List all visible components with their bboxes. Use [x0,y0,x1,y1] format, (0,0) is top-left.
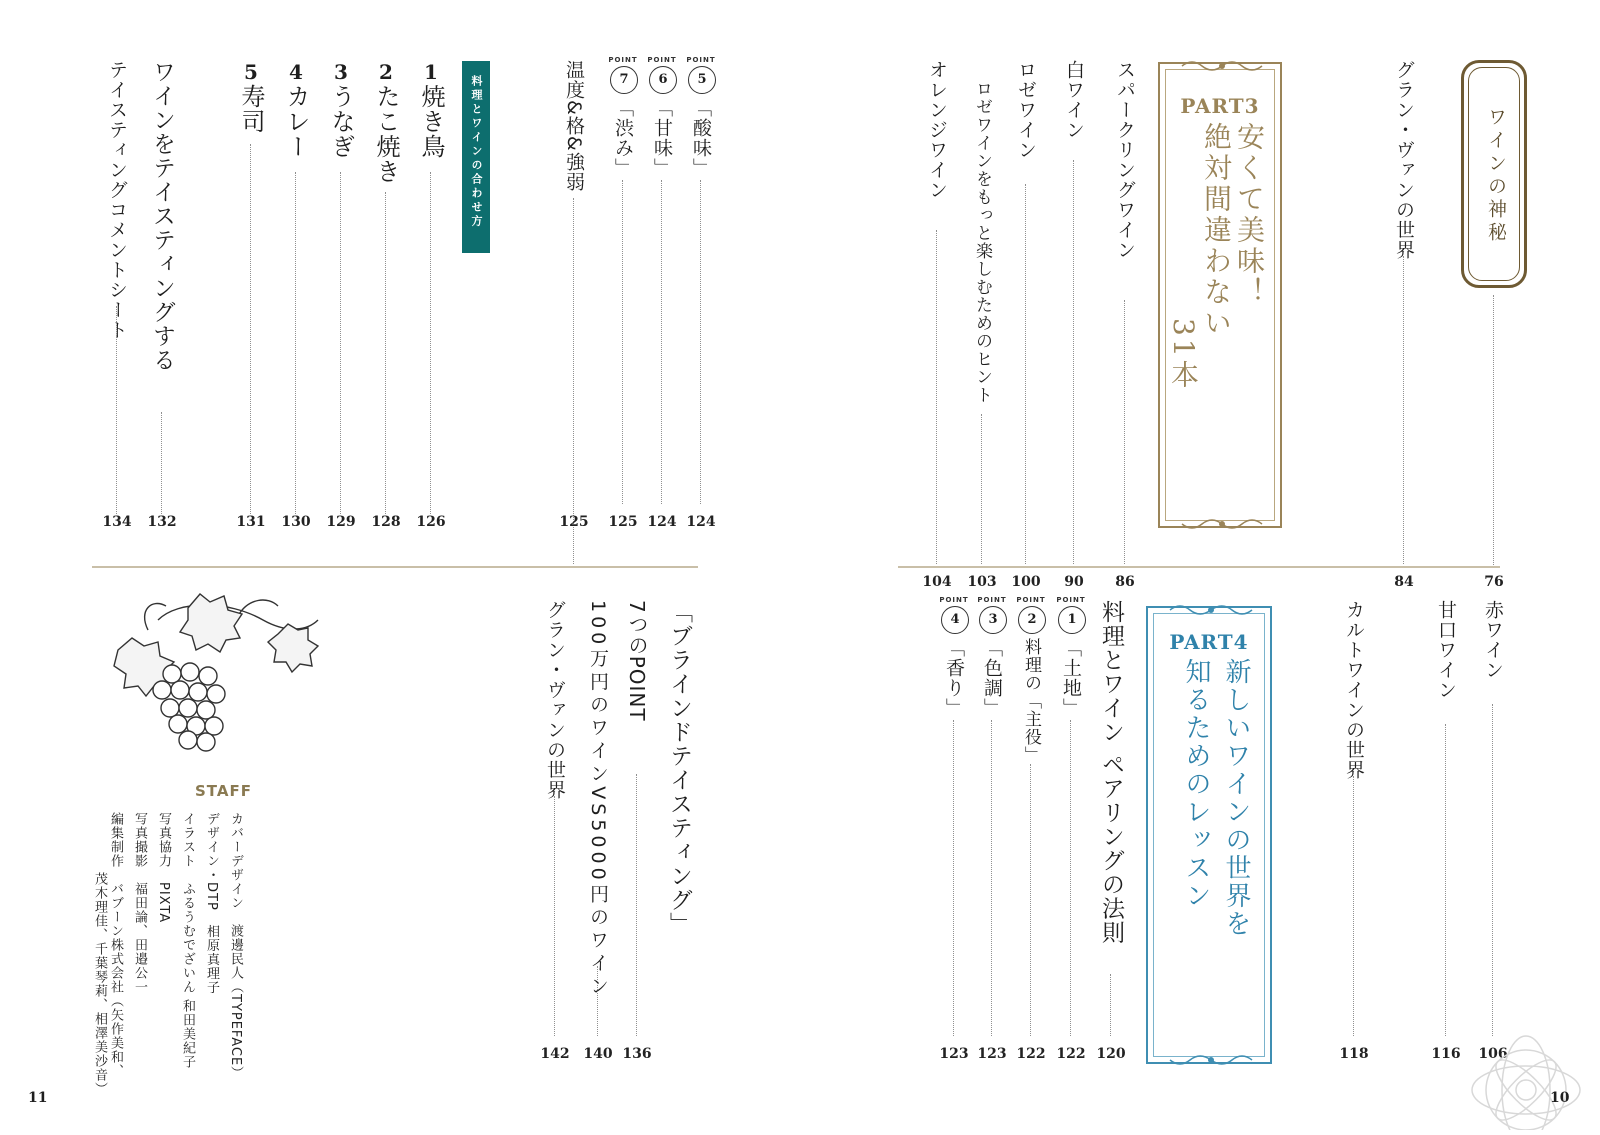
entry-label: ロゼワインをもっと楽しむためのヒント [972,80,992,404]
part4-title-line-1: 新しいワインの世界を [1221,658,1251,938]
part4-box[interactable] [1146,606,1272,1064]
page-number: 128 [371,514,401,530]
entry-label: グラン・ヴァンの世界 [1393,60,1415,260]
leader-dots [597,966,598,1036]
entry-label: ワインをテイスティングする [149,60,175,372]
entry-label: 温度&格&強弱 [563,60,585,192]
point-label: POINT [1016,596,1046,604]
ornament-icon [1168,1052,1254,1068]
ornament-icon [1180,516,1264,532]
point-badge: 5 [688,66,716,94]
page-number: 124 [686,514,716,530]
dish-number: 3 [334,60,348,84]
page-number: 140 [583,1046,613,1062]
leader-dots [1493,295,1494,565]
ornament-icon [1180,58,1264,74]
leader-dots [1124,300,1125,564]
page-number: 106 [1478,1046,1508,1062]
page-number: 124 [647,514,677,530]
leader-dots [636,774,637,1036]
point-badge: 2 [1018,606,1046,634]
point-label: POINT [686,56,716,64]
grape-illustration-icon [88,590,328,760]
page-number: 116 [1431,1046,1461,1062]
point-badge: 3 [979,606,1007,634]
page-number: 125 [559,514,589,530]
dish-number: 4 [289,60,303,84]
entry-sublabel: 7つのPOINT [625,600,649,722]
pairing-method-tag [462,61,490,253]
page-number: 130 [281,514,311,530]
page-number: 123 [977,1046,1007,1062]
entry-label: 「甘味」 [651,98,673,178]
point-label: POINT [647,56,677,64]
part3-box[interactable] [1158,62,1282,528]
part3-title-line-1: 安くて美味！ [1233,122,1266,308]
page-number: 104 [922,574,952,590]
part3-title [1167,122,1270,462]
leader-dots [1403,256,1404,564]
point-badge: 1 [1058,606,1086,634]
entry-label: 料理の「主役」 [1021,638,1041,764]
dish-number: 5 [244,60,258,84]
leader-dots [250,144,251,514]
dish-number: 1 [424,60,438,84]
leader-dots [1353,776,1354,1036]
page-number-right: 10 [1550,1090,1570,1106]
leader-dots [430,172,431,514]
entry-label: 「渋み」 [612,98,634,178]
entry-label: うなぎ [327,84,355,159]
page-number: 103 [967,574,997,590]
page-number: 84 [1394,574,1414,590]
page-number: 131 [236,514,266,530]
page-number: 142 [540,1046,570,1062]
page-number: 126 [416,514,446,530]
entry-label: 「色調」 [981,638,1003,718]
staff-line: イラスト ふるうむでざいん 和田美紀子 [180,812,195,1070]
point-badge: 7 [610,66,638,94]
entry-label: 赤ワイン [1482,600,1504,680]
page-number-left: 11 [28,1090,48,1106]
leader-dots [116,306,117,514]
wine-mystery-title: ワインの神秘 [1485,107,1507,245]
page-number: 122 [1056,1046,1086,1062]
entry-label: 「酸味」 [690,98,712,178]
wine-mystery-box [1461,60,1527,288]
point-label: POINT [977,596,1007,604]
page-number: 125 [608,514,638,530]
part4-title [1166,658,1256,1038]
leader-dots [700,180,701,504]
part3-title-line-3: 31本 [1167,318,1200,391]
page-number: 123 [939,1046,969,1062]
entry-label: 100万円のワインVS5000円のワイン [587,600,609,999]
pairing-method-tag-text: 料理とワインの合わせ方 [470,75,483,229]
page-number: 90 [1064,574,1084,590]
page-number: 100 [1011,574,1041,590]
staff-line: カバーデザイン 渡邊民人（TYPEFACE） [228,812,243,1081]
point-badge: 4 [941,606,969,634]
leader-dots [554,796,555,1036]
entry-label: 料理とワイン ペアリングの法則 [1098,600,1124,945]
leader-dots [953,720,954,1036]
staff-line: 写真協力 PIXTA [156,812,171,924]
staff-line: 編集制作 バブーン株式会社（矢作美和、 [108,812,123,1078]
part4-title-line-2: 知るためのレッスン [1181,658,1211,910]
leader-dots [1110,974,1111,1036]
page-number: 122 [1016,1046,1046,1062]
leader-dots [661,180,662,504]
entry-label: ロゼワイン [1015,60,1037,160]
entry-label: 「ブラインドテイスティング」 [666,600,692,936]
staff-title: STAFF [195,782,252,800]
section-divider [92,566,698,568]
entry-label: 白ワイン [1063,60,1085,140]
page-number: 129 [326,514,356,530]
staff-line: デザイン・DTP 相原真理子 [204,812,219,995]
page-number: 86 [1115,574,1135,590]
point-label: POINT [608,56,638,64]
staff-line: 茂木理佳、千葉琴莉、相澤美沙音） [92,872,107,1096]
entry-label: 甘口ワイン [1435,600,1457,700]
part3-title-line-2: 絶対間違わない [1200,122,1233,339]
dish-number: 2 [379,60,393,84]
page-number: 76 [1484,574,1504,590]
leader-dots [1073,160,1074,564]
entry-label: 焼き鳥 [417,84,445,159]
page-number: 132 [147,514,177,530]
page-number: 118 [1339,1046,1369,1062]
entry-label: カレー [282,84,310,159]
leader-dots [161,412,162,514]
entry-label: カルトワインの世界 [1343,600,1365,780]
entry-label: スパークリングワイン [1114,60,1136,260]
entry-label: 「香り」 [943,638,965,718]
staff-line: 写真撮影 福田論、田邉公一 [132,812,147,994]
leader-dots [340,172,341,514]
leader-dots [295,172,296,514]
leader-dots [1025,184,1026,564]
page-number: 134 [102,514,132,530]
entry-label: たこ焼き [372,84,400,184]
leader-dots [991,720,992,1036]
part3-label: PART3 [1180,94,1260,118]
leader-dots [573,198,574,564]
point-badge: 6 [649,66,677,94]
entry-label: 寿司 [237,84,265,134]
page-number: 136 [622,1046,652,1062]
leader-dots [1070,720,1071,1036]
ornament-icon [1168,602,1254,618]
lace-ornament-icon [1446,970,1600,1130]
part4-label: PART4 [1169,630,1249,654]
leader-dots [981,414,982,564]
entry-label: オレンジワイン [926,60,948,200]
leader-dots [936,230,937,564]
page-number: 120 [1096,1046,1126,1062]
leader-dots [1030,764,1031,1036]
leader-dots [622,180,623,504]
point-label: POINT [1056,596,1086,604]
section-divider [898,566,1500,568]
entry-label: テイスティングコメントシート [106,60,128,340]
leader-dots [385,192,386,514]
point-label: POINT [939,596,969,604]
entry-label: 「土地」 [1060,638,1082,718]
entry-label: グラン・ヴァンの世界 [544,600,566,800]
